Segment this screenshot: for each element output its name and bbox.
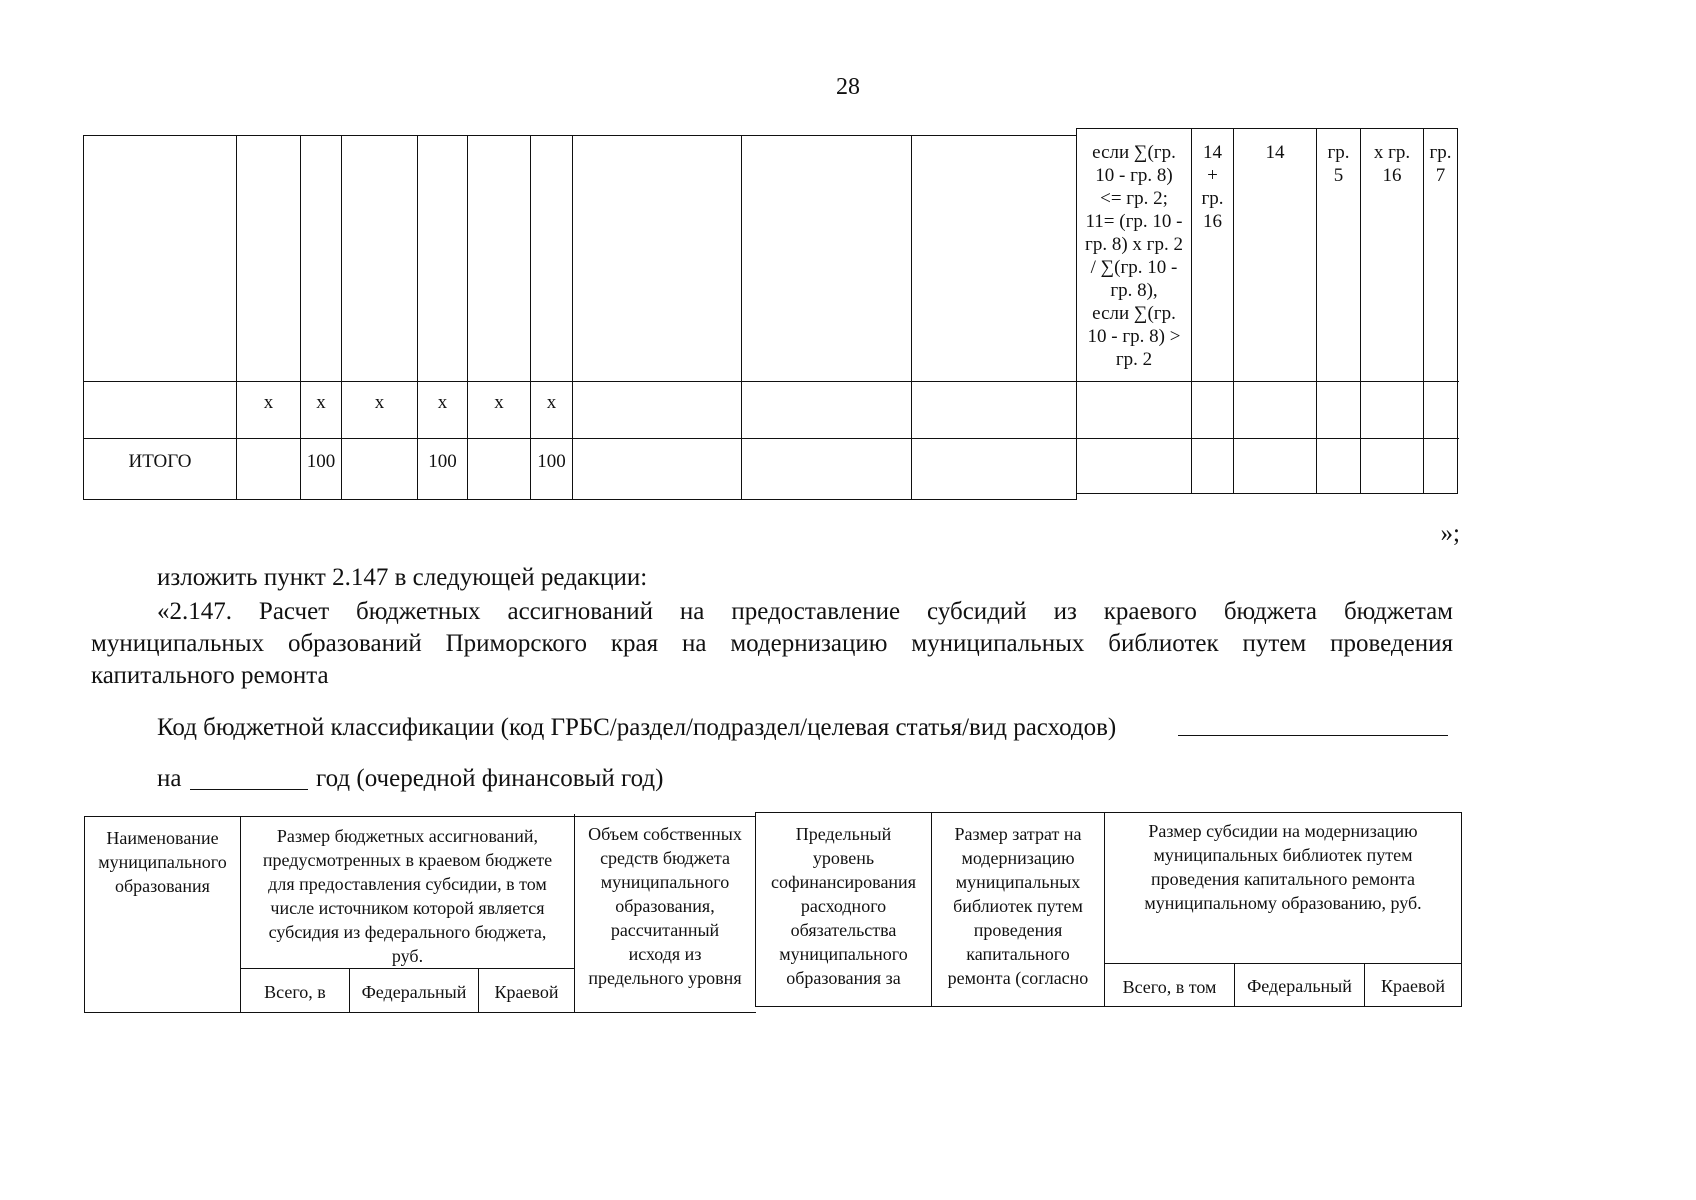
table-col-line <box>530 135 531 500</box>
table-border-top-right <box>1076 128 1458 129</box>
table-row-line <box>83 438 1459 439</box>
table-col-line <box>236 135 237 500</box>
subheader-regional: Краевой <box>494 982 559 1002</box>
header-line: руб. <box>391 946 424 966</box>
col-gr5-cell <box>1317 141 1360 187</box>
closing-quote: »; <box>1440 520 1460 547</box>
x-mark: х <box>374 392 385 413</box>
col-14-cell: 14 <box>1265 142 1285 163</box>
table-col-line <box>741 135 742 500</box>
header-own-funds <box>575 822 755 990</box>
subheader-total: Всего, в том <box>1122 977 1217 997</box>
header-municipality <box>85 826 240 898</box>
formula-line: гр. 8) х гр. 2 <box>1085 234 1183 255</box>
header-modernization-costs <box>932 822 1104 990</box>
table-col-line <box>83 135 84 500</box>
header-line: модернизацию <box>961 848 1075 868</box>
budget-code-label: Код бюджетной классификации (код ГРБС/раздел/подраздел/целевая статья/вид расходов) <box>157 714 1117 741</box>
paragraph-line: капитального ремонта <box>91 662 329 689</box>
table-col-line <box>1233 128 1234 494</box>
formula-line: гр. 2 <box>1115 349 1153 370</box>
formula-cell <box>1077 141 1191 371</box>
total-value: 100 <box>537 451 566 472</box>
table-border-top <box>755 812 1462 813</box>
table-border-top-left <box>83 135 1077 136</box>
table-border-bottom <box>755 1006 1462 1007</box>
x-mark: х <box>494 392 504 413</box>
formula-line: гр. 8), <box>1110 280 1158 301</box>
total-value: 100 <box>428 451 457 472</box>
header-line: для предоставления субсидии, в том <box>268 874 547 894</box>
x-mark: х <box>546 392 557 413</box>
formula-line: 10 - гр. 8) > <box>1087 326 1181 347</box>
table-col-line <box>341 135 342 500</box>
subheader-regional: Краевой <box>1381 976 1445 996</box>
header-line: муниципального <box>98 852 227 872</box>
cell-line: х гр. <box>1373 142 1411 163</box>
header-line: проведения <box>973 920 1063 940</box>
col-gr7-cell <box>1424 141 1457 187</box>
budget-code-blank[interactable] <box>1178 735 1448 736</box>
table-col-line <box>1457 128 1458 494</box>
header-line: Наименование <box>106 828 219 848</box>
cell-line: гр. <box>1429 142 1452 163</box>
subheader-line <box>240 968 574 969</box>
header-line: образования за <box>786 968 901 988</box>
header-line: средств бюджета <box>600 848 730 868</box>
header-line: капитального <box>966 944 1070 964</box>
table-border-top <box>84 816 756 817</box>
cell-line: гр. <box>1327 142 1350 163</box>
header-line: муниципальных <box>955 872 1081 892</box>
col-14-plus-cell <box>1192 141 1233 233</box>
instruction-text: изложить пункт 2.147 в следующей редакции: <box>157 564 648 591</box>
col-x16-cell <box>1361 141 1423 187</box>
header-line: обязательства <box>790 920 897 940</box>
total-value: 100 <box>306 451 336 472</box>
formula-line: если ∑(гр. <box>1092 142 1176 163</box>
subheader-federal: Федеральный <box>361 982 467 1002</box>
year-blank[interactable] <box>190 789 308 790</box>
subheader-line <box>1104 963 1462 964</box>
header-subsidy-amount <box>1105 819 1461 915</box>
year-suffix: год (очередной финансовый год) <box>316 765 664 792</box>
paragraph-line: муниципальных образований Приморского края на модернизацию муниципальных библиотек путем проведения <box>91 630 1453 657</box>
header-line: Размер затрат на <box>954 824 1082 844</box>
header-line: образования, <box>615 896 715 916</box>
cell-line: 16 <box>1203 211 1222 232</box>
table-col-line <box>1461 812 1462 1007</box>
header-line: софинансирования <box>771 872 916 892</box>
paragraph-line: «2.147. Расчет бюджетных ассигнований на предоставление субсидий из краевого бюджета бюджетам <box>157 598 1453 625</box>
total-label: ИТОГО <box>128 451 192 472</box>
table-col-line <box>417 135 418 500</box>
header-line: субсидия из федерального бюджета, <box>268 922 547 942</box>
header-line: проведения капитального ремонта <box>1150 869 1416 889</box>
header-line: Предельный <box>795 824 892 844</box>
header-line: предельного уровня <box>588 968 742 988</box>
header-line: Объем собственных <box>588 824 742 844</box>
table-col-line <box>572 135 573 500</box>
header-cofinancing-level <box>756 822 931 990</box>
x-mark: х <box>316 392 326 413</box>
table-col-line <box>911 135 912 500</box>
table-border-bottom-left <box>83 499 1077 500</box>
table-border-bottom-right <box>1076 493 1458 494</box>
table-row-line <box>83 381 1459 382</box>
table-border-bottom <box>84 1012 756 1013</box>
header-line: расходного <box>800 896 887 916</box>
header-line: Размер бюджетных ассигнований, <box>276 826 539 846</box>
formula-line: если ∑(гр. <box>1092 303 1176 324</box>
year-prefix: на <box>157 765 182 792</box>
formula-line: <= гр. 2; <box>1100 188 1168 209</box>
header-line: исходя из <box>628 944 702 964</box>
formula-line: / ∑(гр. 10 - <box>1090 257 1178 278</box>
header-line: уровень <box>812 848 875 868</box>
formula-line: 10 - гр. 8) <box>1095 165 1173 186</box>
x-mark: х <box>263 392 274 413</box>
header-line: ремонта (согласно <box>947 968 1089 988</box>
cell-line: гр. <box>1201 188 1224 209</box>
x-mark: х <box>437 392 448 413</box>
cell-line: + <box>1207 165 1218 186</box>
header-line: предусмотренных в краевом бюджете <box>262 850 553 870</box>
header-line: муниципального <box>600 872 730 892</box>
header-line: библиотек путем <box>953 896 1083 916</box>
header-line: муниципальных библиотек путем <box>1153 845 1413 865</box>
table-col-line <box>300 135 301 500</box>
subheader-total: Всего, в <box>264 982 326 1002</box>
cell-line: 7 <box>1435 165 1446 186</box>
header-line: образования <box>115 876 210 896</box>
cell-line: 16 <box>1382 165 1402 186</box>
subheader-federal: Федеральный <box>1247 976 1352 996</box>
table-col-line <box>467 135 468 500</box>
header-line: муниципального <box>779 944 908 964</box>
cell-line: 14 <box>1203 142 1222 163</box>
header-line: рассчитанный <box>610 920 720 940</box>
page-number: 28 <box>836 74 860 100</box>
header-line: муниципальному образованию, руб. <box>1144 893 1422 913</box>
header-budget-allocations <box>241 824 574 968</box>
formula-line: 11= (гр. 10 - <box>1085 211 1183 232</box>
header-line: числе источником которой является <box>270 898 545 918</box>
cell-line: 5 <box>1333 165 1344 186</box>
header-line: Размер субсидии на модернизацию <box>1148 821 1418 841</box>
